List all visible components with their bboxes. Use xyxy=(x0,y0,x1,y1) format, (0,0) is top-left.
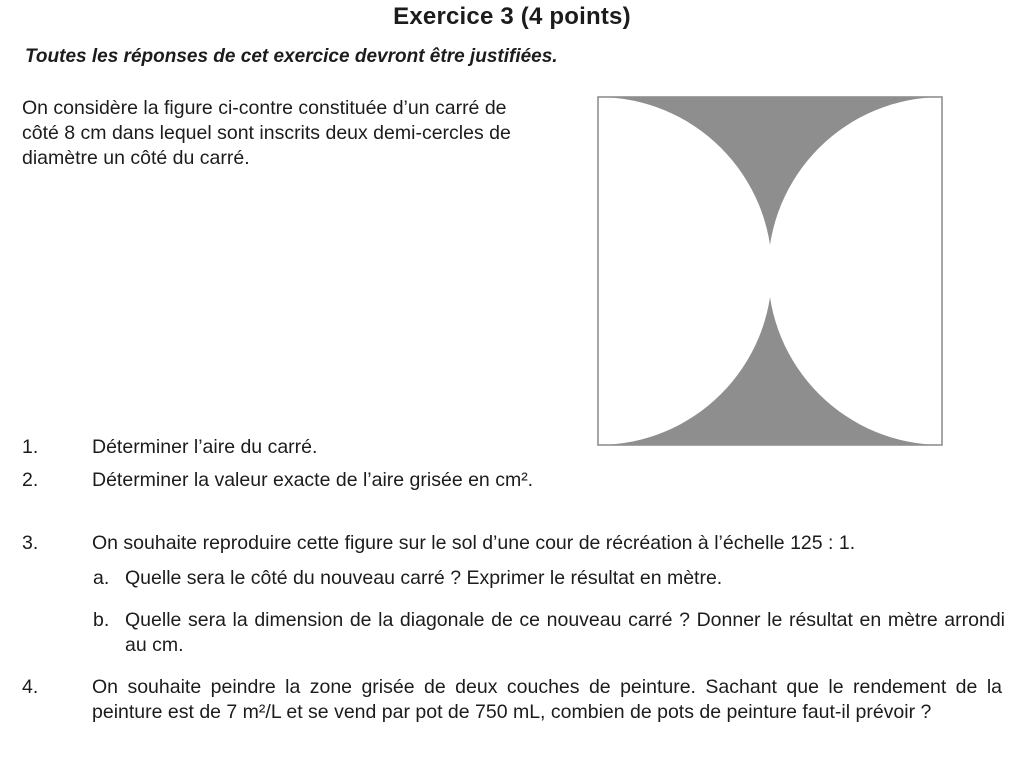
question-number: 2. xyxy=(22,469,39,491)
question-row-1 xyxy=(22,435,1007,460)
question-number: 1. xyxy=(22,436,39,458)
question-row-4 xyxy=(22,675,1012,725)
figure-canvas xyxy=(597,96,943,446)
page-title: Exercice 3 (4 points) xyxy=(393,3,631,30)
subquestion-text: Quelle sera la dimension de la diagonale de ce nouveau carré ? Donner le résultat en mètre arrondi au cm. xyxy=(125,609,1005,656)
intro-paragraph: On considère la figure ci-contre constituée d’un carré de côté 8 cm dans lequel sont inscrits deux demi-cercles de diamètre un côté du carré. xyxy=(22,97,511,169)
subquestion-text: Quelle sera le côté du nouveau carré ? Exprimer le résultat en mètre. xyxy=(125,567,723,589)
question-text: On souhaite reproduire cette figure sur le sol d’une cour de récréation à l’échelle 125 : 1. xyxy=(92,532,856,554)
question-text: Déterminer l’aire du carré. xyxy=(92,436,318,458)
question-text: On souhaite peindre la zone grisée de deux couches de peinture. Sachant que le rendement de la peinture est de 7 m²/L et se vend par pot de 750 mL, combien de pots de peinture faut-il prévoir ? xyxy=(92,676,1002,723)
subquestion-row-3b xyxy=(93,608,1005,658)
instruction-note: Toutes les réponses de cet exercice devront être justifiées. xyxy=(25,46,558,67)
question-row-3 xyxy=(22,531,1007,556)
subquestion-letter: a. xyxy=(93,567,110,589)
exercise-figure xyxy=(597,96,943,446)
question-text: Déterminer la valeur exacte de l’aire grisée en cm². xyxy=(92,469,534,491)
question-row-2 xyxy=(22,468,552,493)
subquestion-row-3a xyxy=(93,566,1005,591)
subquestion-letter: b. xyxy=(93,609,110,631)
question-number: 3. xyxy=(22,532,39,554)
question-number: 4. xyxy=(22,676,39,698)
